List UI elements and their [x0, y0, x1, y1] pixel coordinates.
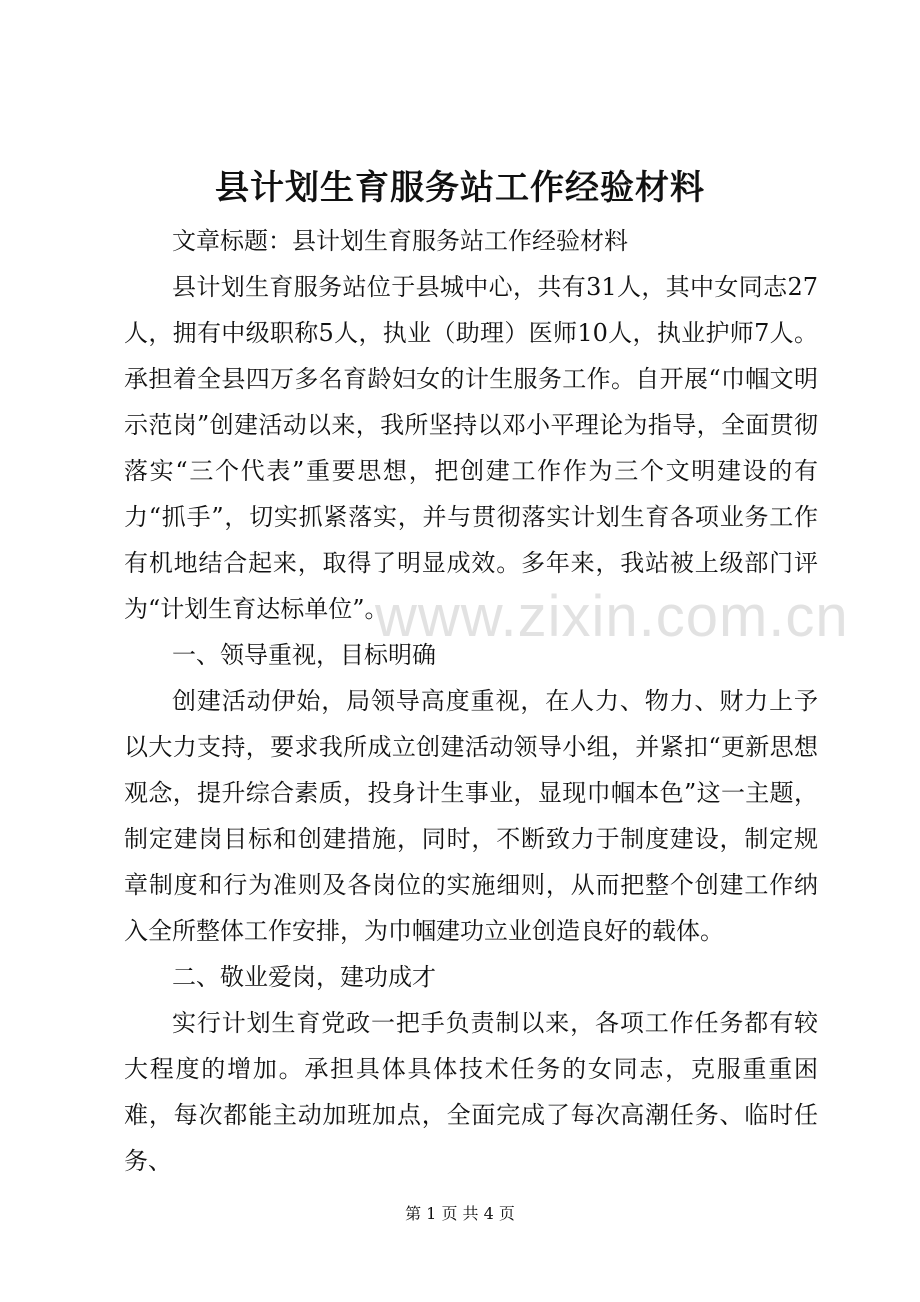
page-footer: 第 1 页 共 4 页 [405, 1204, 515, 1223]
intro-paragraph: 县计划生育服务站位于县城中心，共有31人，其中女同志27人，拥有中级职称5人，执业（助理）医师10人，执业护师7人。承担着全县四万多名育龄妇女的计生服务工作。自开展“巾帼文明示范岗”创建活动以来，我所坚持以邓小平理论为指导，全面贯彻落实“三个代表”重要思想，把创建工作作为三个文明建设的有力“抓手”，切实抓紧落实，并与贯彻落实计划生育各项业务工作有机地结合起来，取得了明显成效。多年来，我站被上级部门评为“计划生育达标单位”。 [124, 273, 818, 623]
section-heading-2: 二、敬业爱岗，建功成才 [172, 963, 436, 991]
section-1-paragraph: 创建活动伊始，局领导高度重视，在人力、物力、财力上予以大力支持，要求我所成立创建活动领导小组，并紧扣“更新思想观念，提升综合素质，投身计生事业，显现巾帼本色”这一主题，制定建岗目标和创建措施，同时，不断致力于制度建设，制定规章制度和行为准则及各岗位的实施细则，从而把整个创建工作纳入全所整体工作安排，为巾帼建功立业创造良好的载体。 [124, 687, 818, 945]
document-body [124, 218, 818, 1184]
section-heading-1: 一、领导重视，目标明确 [172, 641, 436, 669]
document-title: 县计划生育服务站工作经验材料 [215, 168, 705, 208]
article-title-line: 文章标题：县计划生育服务站工作经验材料 [172, 227, 628, 255]
watermark: www.zixin.com.cn [375, 584, 849, 649]
section-2-paragraph: 实行计划生育党政一把手负责制以来，各项工作任务都有较大程度的增加。承担具体具体技术任务的女同志，克服重重困难，每次都能主动加班加点，全面完成了每次高潮任务、临时任务、 [124, 1009, 818, 1175]
